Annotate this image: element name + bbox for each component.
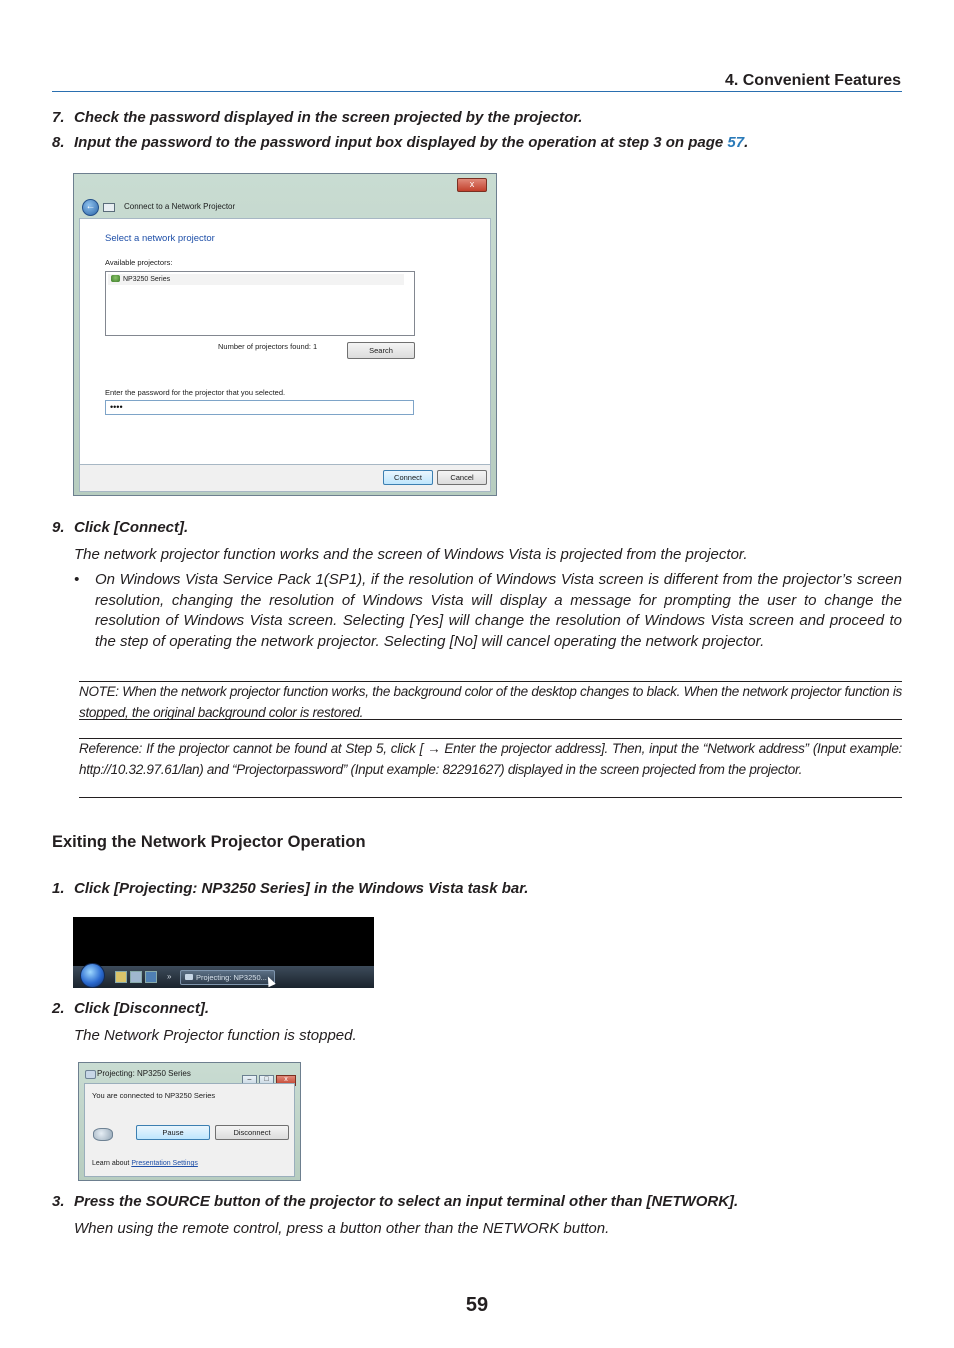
- step-text: Click [Projecting: NP3250 Series] in the Windows Vista task bar.: [74, 880, 529, 897]
- projector-list[interactable]: [105, 271, 415, 336]
- step-7: [52, 109, 582, 126]
- password-input[interactable]: [105, 400, 414, 415]
- step-number: 9.: [52, 519, 65, 536]
- step-text: Check the password displayed in the screen projected by the projector.: [74, 109, 583, 126]
- exit-step-2-description: The Network Projector function is stopped.: [74, 1027, 357, 1044]
- step-number: 8.: [52, 134, 65, 151]
- step-number: 2.: [52, 1000, 65, 1017]
- connect-button[interactable]: Connect: [383, 470, 433, 485]
- disconnect-button[interactable]: Disconnect: [215, 1125, 289, 1140]
- dialog-heading: Select a network projector: [105, 233, 215, 244]
- search-button[interactable]: Search: [347, 342, 415, 359]
- step-text: Press the SOURCE button of the projector to select an input terminal other than [NETWORK].: [74, 1193, 739, 1210]
- pause-button[interactable]: Pause: [136, 1125, 210, 1140]
- sp1-bullet: [74, 570, 902, 652]
- exit-step-2: [52, 1000, 209, 1017]
- exit-step-1: [52, 880, 528, 897]
- available-projectors-label: Available projectors:: [105, 258, 173, 267]
- network-projector-icon: [111, 275, 120, 282]
- projector-name: NP3250 Series: [123, 276, 171, 283]
- step-8: [52, 134, 748, 151]
- maximize-button[interactable]: □: [259, 1075, 274, 1086]
- start-orb-icon[interactable]: [80, 963, 105, 988]
- cancel-button[interactable]: Cancel: [437, 470, 487, 485]
- step-text: Input the password to the password input box displayed by the operation at step 3 on page: [74, 134, 728, 151]
- dialog-body: [79, 218, 491, 465]
- taskbar-item-label: Projecting: NP3250...: [196, 973, 267, 982]
- exit-step-3: [52, 1193, 738, 1210]
- projector-icon: [103, 203, 115, 212]
- list-item[interactable]: [108, 274, 404, 285]
- dialog-title: Projecting: NP3250 Series: [97, 1069, 191, 1078]
- connected-message: You are connected to NP3250 Series: [92, 1091, 216, 1100]
- step-text: Click [Disconnect].: [74, 1000, 210, 1017]
- chevron-icon[interactable]: »: [167, 972, 172, 981]
- page-link[interactable]: 57: [727, 134, 745, 151]
- password-label: Enter the password for the projector that you selected.: [105, 388, 286, 397]
- note-bottom-rule: [79, 719, 902, 720]
- projector-icon: [185, 974, 193, 980]
- dialog-footer: [79, 465, 491, 492]
- bullet-mark: •: [74, 571, 80, 588]
- header-rule: [52, 91, 902, 92]
- reference-bottom-rule: [79, 797, 902, 798]
- note-text: NOTE: When the network projector function works, the background color of the desktop changes to black. When the network projector function is stopped, the original background color is restored.: [79, 684, 902, 720]
- step-number: 3.: [52, 1193, 65, 1210]
- quick-launch-icon[interactable]: [115, 971, 127, 983]
- bullet-text: On Windows Vista Service Pack 1(SP1), if the resolution of Windows Vista screen is different from the projector’s screen resolution, changing the resolution of Windows Vista will display a message for prompting the user to change the resolution of Windows Vista screen. Selecting [Yes] will change the resolution of Windows Vista screen and proceed to the step of operating the network projector. Selecting [No] will cancel operating the network projector.: [95, 571, 902, 650]
- section-title: Exiting the Network Projector Operation: [52, 833, 366, 851]
- back-arrow-icon[interactable]: ←: [82, 199, 99, 216]
- windows-taskbar-screenshot: [73, 917, 374, 988]
- taskbar-strip: [73, 966, 374, 988]
- step-9-description: The network projector function works and the screen of Windows Vista is projected from the projector.: [74, 546, 748, 563]
- chapter-header: 4. Convenient Features: [724, 72, 901, 89]
- step-number: 1.: [52, 880, 65, 897]
- projector-count: Number of projectors found: 1: [218, 342, 318, 351]
- step-9: [52, 519, 188, 536]
- presentation-settings-link[interactable]: Presentation Settings: [131, 1160, 198, 1167]
- step-number: 7.: [52, 109, 65, 126]
- quick-launch-icon[interactable]: [145, 971, 157, 983]
- password-value: ••••: [110, 402, 123, 412]
- projector-icon: [85, 1070, 96, 1079]
- learn-about-text: [92, 1160, 198, 1167]
- minimize-button[interactable]: –: [242, 1075, 257, 1086]
- exit-step-3-description: When using the remote control, press a button other than the NETWORK button.: [74, 1220, 610, 1237]
- learn-prefix: Learn about: [92, 1160, 132, 1167]
- projecting-taskbar-item[interactable]: [180, 970, 275, 985]
- dialog-title: Connect to a Network Projector: [124, 202, 236, 211]
- step-suffix: .: [744, 134, 749, 151]
- quick-launch-icon[interactable]: [130, 971, 142, 983]
- projector-icon: [93, 1128, 113, 1141]
- dialog-body: [84, 1083, 295, 1177]
- close-button[interactable]: x: [457, 178, 487, 192]
- connect-network-projector-dialog: [73, 173, 497, 496]
- projecting-dialog: [78, 1062, 301, 1181]
- close-button[interactable]: x: [276, 1075, 296, 1086]
- page-number: 59: [465, 1294, 489, 1316]
- dialog-titlebar: [79, 177, 491, 217]
- step-text: Click [Connect].: [74, 519, 189, 536]
- reference-text: Reference: If the projector cannot be found at Step 5, click [ → Enter the projector address]. Then, input the “Network address” (Input example: http://10.32.97.61/lan) and “Projectorpassword” (Input example: 82291627) displayed in the screen projected from the projector.: [79, 741, 902, 777]
